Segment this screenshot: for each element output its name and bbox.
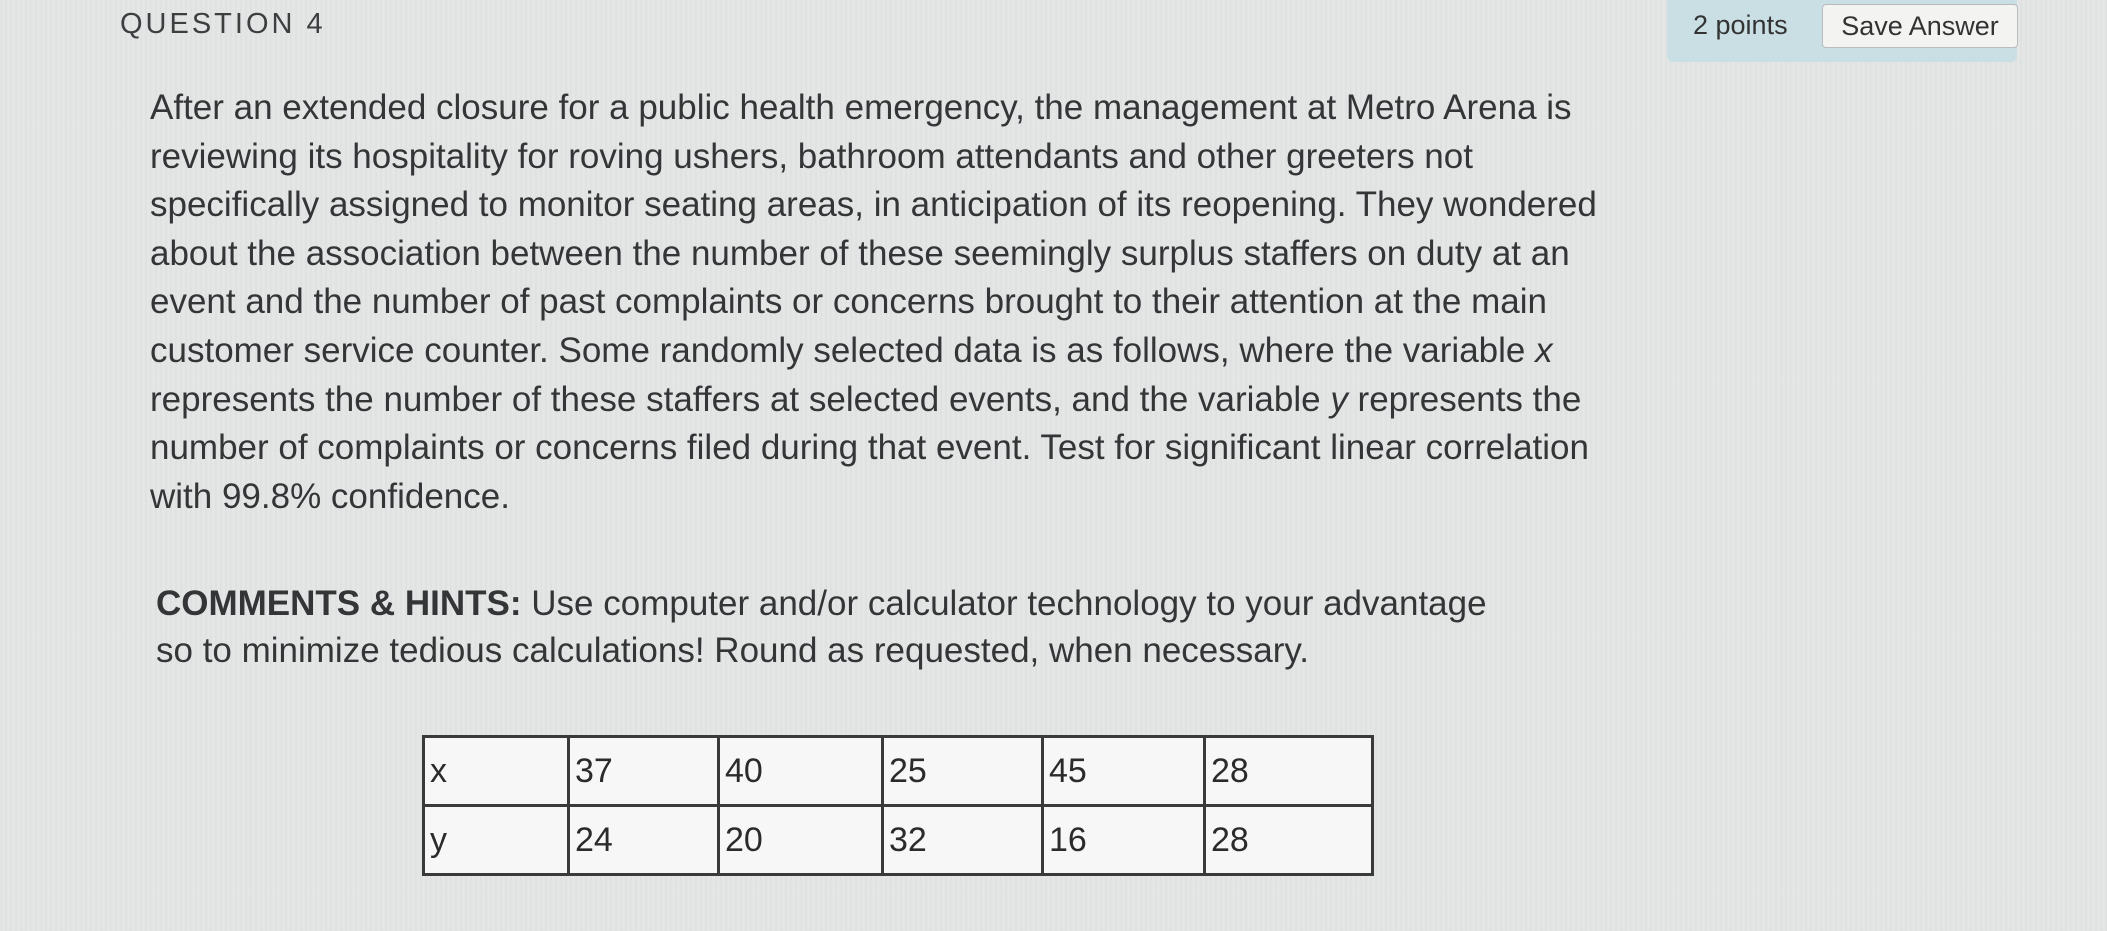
table-cell: 37 [569, 737, 719, 806]
table-row-x [424, 737, 1373, 806]
save-answer-button[interactable]: Save Answer [1822, 4, 2018, 48]
question-body [150, 84, 1640, 521]
question-body-end: represents the number of complaints or concerns filed during that event. Test for significant linear correlation with 99.8% confidence. [150, 379, 1589, 516]
row-label-y: y [424, 806, 569, 875]
hints-text: Use computer and/or calculator technology to your advantage so to minimize tedious calculations! Round as requested, when necessary. [156, 584, 1487, 670]
table-cell: 16 [1043, 806, 1205, 875]
row-label-x: x [424, 737, 569, 806]
question-title: QUESTION 4 [120, 8, 326, 40]
variable-y: y [1330, 379, 1348, 419]
table-cell: 32 [883, 806, 1043, 875]
points-label: 2 points [1693, 10, 1788, 40]
table-cell: 20 [719, 806, 883, 875]
data-table [422, 735, 1374, 876]
table-cell: 28 [1205, 737, 1373, 806]
question-text [150, 84, 1640, 521]
table-cell: 25 [883, 737, 1043, 806]
question-header-bar [1667, 0, 2017, 62]
question-body-middle: represents the number of these staffers at selected events, and the variable [150, 379, 1331, 419]
table-cell: 24 [569, 806, 719, 875]
table-row-y [424, 806, 1373, 875]
hints-paragraph [156, 580, 1526, 674]
question-body-start: After an extended closure for a public health emergency, the management at Metro Arena is reviewing its hospitality for roving ushers, bathroom attendants and other greeters not specifically assigned to monitor seating areas, in anticipation of its reopening. They wondered about the association between the number of these seemingly surplus staffers on duty at an event and the number of past complaints or concerns brought to their attention at the main customer service counter. Some randomly selected data is as follows, where the variable [150, 88, 1597, 370]
hints-label: COMMENTS & HINTS: [156, 584, 522, 623]
table-cell: 45 [1043, 737, 1205, 806]
table-cell: 28 [1205, 806, 1373, 875]
table-cell: 40 [719, 737, 883, 806]
variable-x: x [1535, 330, 1553, 370]
